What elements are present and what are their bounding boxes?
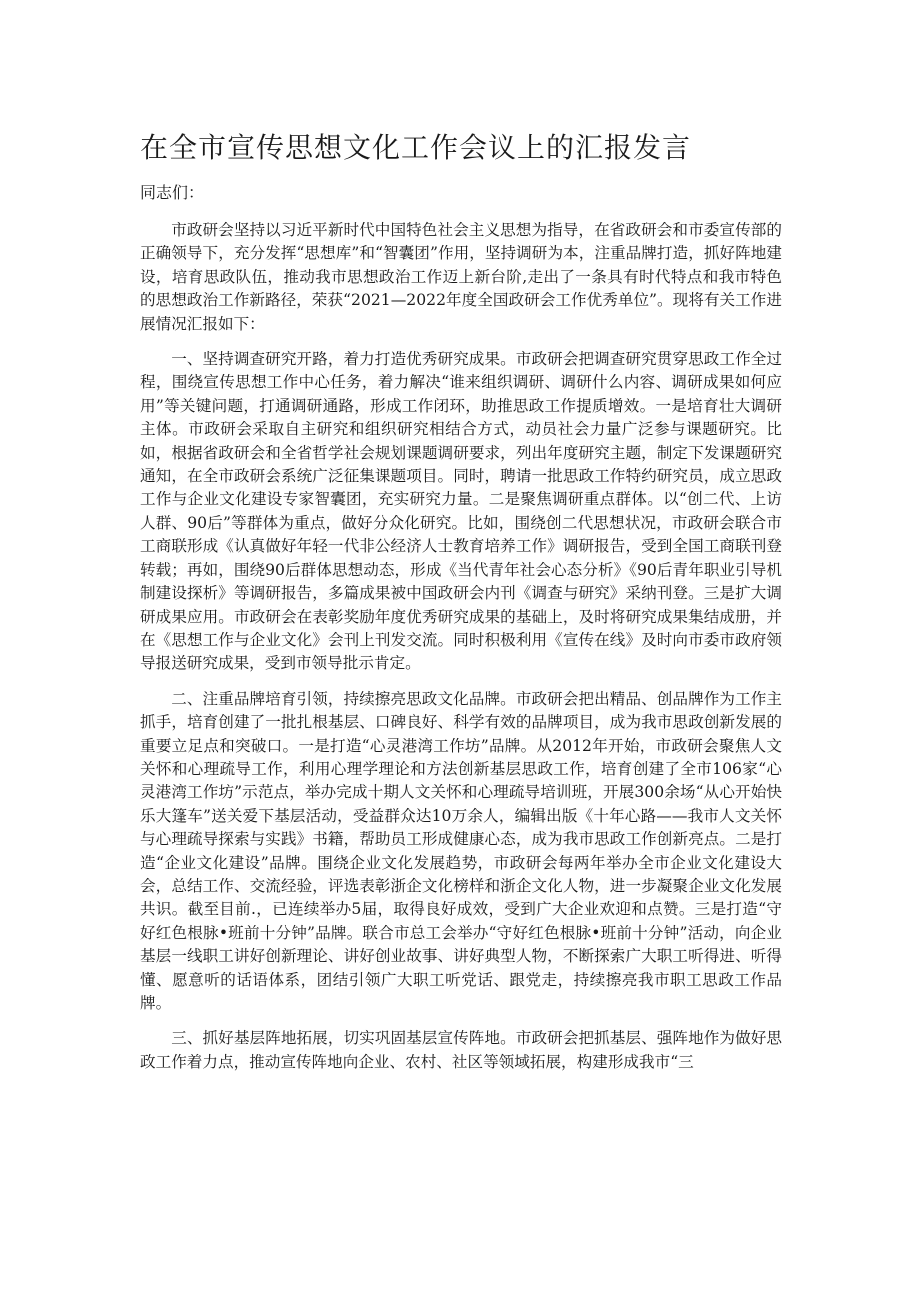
paragraph-intro: 市政研会坚持以习近平新时代中国特色社会主义思想为指导，在省政研会和市委宣传部的正确领导下，充分发挥“思想库”和“智囊团”作用，坚持调研为本，注重品牌打造，抓好阵地建设，培育思政队伍，推动我市思想政治工作迈上新台阶,走出了一条具有时代特点和我市特色的思想政治工作新路径，荣获“2021—2022年度全国政研会工作优秀单位”。现将有关工作进展情况汇报如下： <box>140 221 782 333</box>
paragraph-section-3: 三、抓好基层阵地拓展，切实巩固基层宣传阵地。市政研会把抓基层、强阵地作为做好思政工作着力点，推动宣传阵地向企业、农村、社区等领域拓展，构建形成我市“三 <box>140 1029 782 1071</box>
paragraph-section-2: 二、注重品牌培育引领，持续擦亮思政文化品牌。市政研会把出精品、创品牌作为工作主抓手，培育创建了一批扎根基层、口碑良好、科学有效的品牌项目，成为我市思政创新发展的重要立足点和突破口。一是打造“心灵港湾工作坊”品牌。从2012年开始，市政研会聚焦人文关怀和心理疏导工作，利用心理学理论和方法创新基层思政工作，培育创建了全市106家“心灵港湾工作坊”示范点，举办完成十期人文关怀和心理疏导培训班，开展300余场“从心开始快乐大篷车”送关爱下基层活动，受益群众达10万余人，编辑出版《十年心路——我市人文关怀与心理疏导探索与实践》书籍，帮助员工形成健康心态，成为我市思政工作创新亮点。二是打造“企业文化建设”品牌。围绕企业文化发展趋势，市政研会每两年举办全市企业文化建设大会，总结工作、交流经验，评选表彰浙企文化榜样和浙企文化人物，进一步凝聚企业文化发展共识。截至目前.，已连续举办5届，取得良好成效，受到广大企业欢迎和点赞。三是打造“守好红色根脉•班前十分钟”品牌。联合市总工会举办“守好红色根脉•班前十分钟”活动，向企业基层一线职工讲好创新理论、讲好创业故事、讲好典型人物，不断探索广大职工听得进、听得懂、愿意听的话语体系，团结引领广大职工听党话、跟党走，持续擦亮我市职工思政工作品牌。 <box>140 689 782 1012</box>
document-body <box>140 219 782 1086</box>
document-title: 在全市宣传思想文化工作会议上的汇报发言 <box>140 131 692 164</box>
paragraph-section-1: 一、坚持调查研究开路，着力打造优秀研究成果。市政研会把调查研究贯穿思政工作全过程，围绕宣传思想工作中心任务，着力解决“谁来组织调研、调研什么内容、调研成果如何应用”等关键问题，打通调研通路，形成工作闭环，助推思政工作提质增效。一是培育壮大调研主体。市政研会采取自主研究和组织研究相结合方式，动员社会力量广泛参与课题研究。比如，根据省政研会和全省哲学社会规划课题调研要求，列出年度研究主题，制定下发课题研究通知，在全市政研会系统广泛征集课题项目。同时，聘请一批思政工作特约研究员，成立思政工作与企业文化建设专家智囊团，充实研究力量。二是聚焦调研重点群体。以“创二代、上访人群、90后”等群体为重点，做好分众化研究。比如，围绕创二代思想状况，市政研会联合市工商联形成《认真做好年轻一代非公经济人士教育培养工作》调研报告，受到全国工商联刊登转载；再如，围绕90后群体思想动态，形成《当代青年社会心态分析》《90后青年职业引导机制建设探析》等调研报告，多篇成果被中国政研会内刊《调查与研究》采纳刊登。三是扩大调研成果应用。市政研会在表彰奖励年度优秀研究成果的基础上，及时将研究成果集结成册，并在《思想工作与企业文化》会刊上刊发交流。同时积极利用《宣传在线》及时向市委市政府领导报送研究成果，受到市领导批示肯定。 <box>140 350 782 673</box>
salutation: 同志们： <box>140 183 205 202</box>
